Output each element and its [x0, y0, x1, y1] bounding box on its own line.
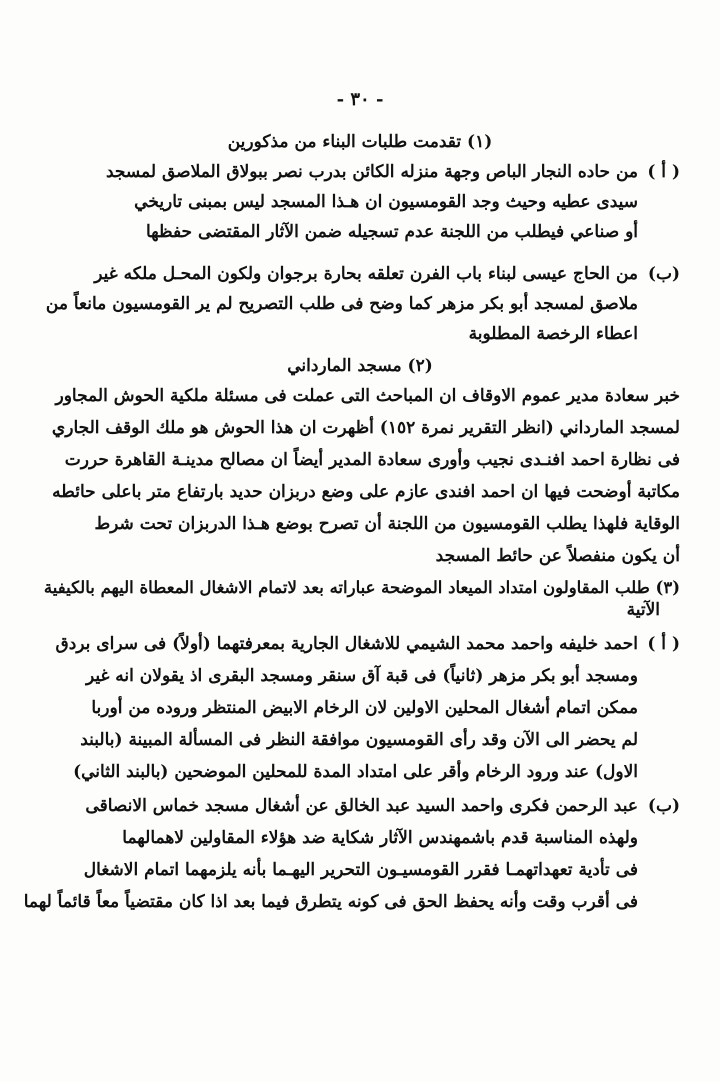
text-line: لمسجد المارداني (انظر التقرير نمرة ١٥٢) أظهرت ان هذا الحوش هو ملك الوقف الجاري: [51, 418, 680, 438]
section1-heading: (١) تقدمت طلبات البناء من مذكورين: [227, 132, 493, 152]
text-line: أن يكون منفصلاً عن حائط المسجد: [435, 546, 680, 566]
text-line: فى تأدية تعهداتهمـا فقرر القومسيـون التحرير اليهـما بأنه يلزمهما اتمام الاشغال: [83, 860, 638, 880]
text-line: الوقاية فلهذا يطلب القومسيون من اللجنة أن تصرح بوضع هـذا الدربزان تحت شرط: [94, 514, 680, 534]
section2-heading: (٢) مسجد المارداني: [287, 356, 433, 376]
text-line: ممكن اتمام أشغال المحلين الاولين لان الرخام الابيض المنتظر وروده من أوربا: [91, 698, 638, 718]
item-label: ( أ ): [647, 634, 680, 654]
text-line: الاول) عند ورود الرخام وأقر على امتداد المدة للمحلين الموضحين (بالبند الثاني): [73, 762, 638, 782]
text-line: ولهذه المناسبة قدم باشمهندس الآثار شكاية ضد هؤلاء المقاولين لاهمالهما: [122, 828, 638, 848]
text-line: مكاتبة أوضحت فيها ان احمد افندى عازم على وضع دربزان حديد بارتفاع متر باعلى حائطه: [52, 482, 680, 502]
text-line: عبد الرحمن فكرى واحمد السيد عبد الخالق عن أشغال مسجد خماس الانصاقى: [85, 796, 638, 816]
text-line: اعطاء الرخصة المطلوبة: [468, 324, 638, 344]
page-number: - ٣٠ -: [336, 89, 384, 110]
text-line: ملاصق لمسجد أبو بكر مزهر كما وضح فى طلب التصريح لم ير القومسيون مانعاً من: [45, 294, 638, 314]
text-line: فى نظارة احمد افنـدى نجيب وأورى سعادة المدير أيضاً ان مصالح مدينـة القاهرة حررت: [64, 450, 680, 470]
text-line: أو صناعي فيطلب من اللجنة عدم تسجيله ضمن الآثار المقتضى حفظها: [145, 222, 638, 242]
text-line: خبر سعادة مدير عموم الاوقاف ان المباحث التى عملت فى مسئلة ملكية الحوش المجاور: [55, 386, 680, 406]
item-label: (ب): [647, 264, 680, 284]
item-label: ( أ ): [647, 162, 680, 182]
text-line: احمد خليفه واحمد محمد الشيمي للاشغال الجارية بمعرفتهما (أولاً) فى سراى بردق: [55, 634, 638, 654]
text-line: فى أقرب وقت وأنه يحفظ الحق فى كونه يتطرق فيما بعد اذا كان مقتضياً معاً قائماً لهما: [23, 892, 638, 912]
text-line: سيدى عطيه وحيث وجد القومسيون ان هـذا المسجد ليس بمبنى تاريخي: [134, 192, 638, 212]
text-line: من الحاج عيسى لبناء باب الفرن تعلقه بحارة برجوان ولكون المحـل ملكه غير: [94, 264, 638, 284]
text-line: من حاده النجار الباص وجهة منزله الكائن بدرب نصر ببولاق الملاصق لمسجد: [105, 162, 638, 182]
section3-heading: (٣) طلب المقاولون امتداد الميعاد الموضحة عباراته بعد لاتمام الاشغال المعطاة اليهم بالكيفية: [43, 578, 680, 597]
text-line: لم يحضر الى الآن وقد رأى القومسيون موافقة النظر فى المسألة المبينة (بالبند: [80, 730, 638, 750]
section3-heading-cont: الآتية: [626, 600, 660, 620]
text-line: ومسجد أبو بكر مزهر (ثانياً) فى قبة آق سنقر ومسجد البقرى اذ يقولان انه غير: [85, 666, 638, 686]
item-label: (ب): [647, 796, 680, 816]
